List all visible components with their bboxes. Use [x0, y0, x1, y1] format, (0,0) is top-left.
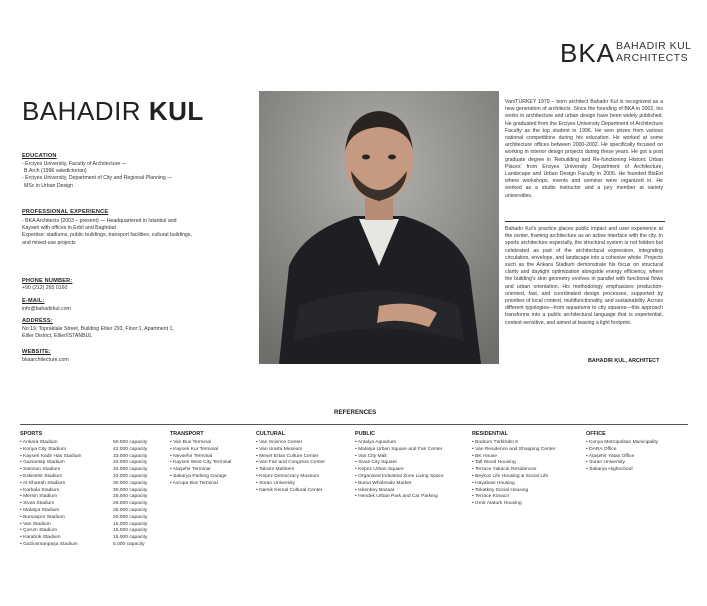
reference-item: • Kayseri West City Terminal — [170, 460, 232, 466]
reference-name: • Kayseri Kadir Has Stadium — [20, 453, 82, 459]
reference-item: • Ataşehir Yatas Office — [586, 453, 635, 459]
bio-text — [505, 99, 663, 200]
reference-capacity: 25.000 capacity — [113, 501, 148, 507]
reference-item: • BK House — [472, 453, 498, 459]
reference-name: • Mersin Stadium — [20, 494, 58, 500]
reference-capacity: 30.000 capacity — [113, 487, 148, 493]
reference-item: • Bursa Wholesale Market — [355, 480, 412, 486]
experience-line: Expertise: stadiums, public buildings, transport facilities, cultural buildings, — [22, 232, 192, 239]
sports-column — [20, 431, 148, 549]
reference-capacity: 20.000 capacity — [113, 514, 148, 520]
website-link[interactable]: bkaarchitecture.com — [22, 357, 69, 363]
office-list — [586, 440, 658, 474]
reference-capacity: 33.000 capacity — [113, 467, 148, 473]
email-address[interactable]: info@bahadirkul.com — [22, 306, 71, 312]
education-line: MSc in Urban Design — [24, 182, 74, 189]
reference-item: • Terrace Kövacıl — [472, 494, 509, 500]
sports-list — [20, 440, 148, 549]
education-text — [22, 161, 172, 190]
reference-item: • Van City Mall — [355, 453, 387, 459]
address-line-1: No:19, Topraktale Street, Building Etiler 293, Floor:1, Apartment 1, — [22, 326, 174, 332]
reference-item: • Malatya Urban Square and Fair Center — [355, 446, 443, 452]
bio-paragraph-1: Van/TURKEY 1979 – born architect Bahadır Kul is recognized as a new generation of architects. Since the founding of BKA in 2002, his works in architecture and urban design have been widely published. He graduated from the Erciyes University Department of Architecture Faculty as the top student in 1996. He won prizes from various national competitions during his education. He worked at some architecture offices between 2000-2002. He specifically focused on working in interior design projects during these years. He got a post graduate degree in 'Rebuilding and Re-functioning Historic Urban Places' from Erciyes University Department of Architecture, Landscape and Urban Design Faculty in 2006. He founded BisExt where workshops, events and seminar were organized in. He worked as a studio instructor and a jury member at variety universities. — [505, 99, 663, 199]
website-label: WEBSITE: — [22, 349, 51, 355]
reference-item: • Avrupa Bus Terminal — [170, 480, 218, 486]
reference-item: • Sakarya Highschool — [586, 467, 633, 473]
experience-line: - BKA Architects (2003 – present) — Headquartered in Istanbul and — [22, 218, 177, 224]
email-label: E-MAIL: — [22, 298, 45, 304]
reference-item: • Kepez Urban Square — [355, 467, 404, 473]
first-name: BAHADIR — [22, 96, 142, 126]
reference-item: • Tall Wood Housing — [472, 460, 516, 466]
reference-capacity: 30.000 capacity — [113, 480, 148, 486]
reference-item: • Soran University — [256, 480, 295, 486]
reference-name: • Malatya Stadium — [20, 507, 60, 513]
reference-name: • Samsun Stadium — [20, 467, 61, 473]
office-column — [586, 431, 658, 474]
reference-item: • Nevsehir Terminal — [170, 453, 213, 459]
address-text — [22, 326, 174, 340]
reference-item: • Antalya Aquarium — [355, 440, 397, 445]
experience-line: Kayseri with offices in Erbil and Baghdad — [22, 225, 116, 232]
reference-name: • Van Stadium — [20, 521, 51, 527]
reference-capacity: 15.000 capacity — [113, 535, 148, 541]
reference-item: • Namik Kemal Cultural Center — [256, 487, 323, 493]
address-line-2: Etiler District, Etiler/İSTANBUL — [22, 333, 93, 340]
sports-heading: SPORTS — [20, 431, 43, 437]
experience-line: and mixed-use projects — [22, 239, 76, 246]
reference-item: • Beykoz Life Housing & Social Life — [472, 473, 549, 479]
reference-item: • Izmir Ataturk Housing — [472, 501, 522, 507]
reference-capacity: 50.000 capacity — [113, 440, 148, 445]
reference-item — [20, 507, 148, 515]
reference-item: • Soran University — [586, 460, 625, 466]
reference-name: • Konya City Stadium — [20, 446, 67, 452]
address-label: ADDRESS: — [22, 318, 53, 324]
reference-capacity: 33.000 capacity — [113, 460, 148, 466]
residential-heading: RESIDENTIAL — [472, 431, 508, 437]
education-line: - Erciyes University, Faculty of Architecture — — [22, 161, 127, 167]
reference-name: • Eskisehir Stadium — [20, 473, 63, 479]
reference-capacity: 33.000 capacity — [113, 453, 148, 459]
reference-item — [20, 541, 145, 549]
cultural-heading: CULTURAL — [256, 431, 285, 437]
reference-name: • Karabük Stadium — [20, 535, 61, 541]
reference-item — [20, 467, 148, 474]
reference-item: • Kayseri Kur Terminal — [170, 446, 219, 452]
reference-item: • Hendek Urban Park and Car Parking — [355, 494, 438, 500]
public-list — [355, 440, 444, 501]
public-heading: PUBLIC — [355, 431, 376, 437]
reference-name: • Gaziosmanpaşa Stadium — [20, 541, 78, 547]
person-name — [22, 96, 204, 127]
reference-item — [20, 446, 148, 454]
reference-capacity: 33.000 capacity — [113, 473, 148, 479]
reference-item: • Van Fair and Congress Center — [256, 460, 326, 466]
phone-number[interactable]: +90 (212) 265 0160 — [22, 285, 68, 291]
references-heading: REFERENCES — [334, 409, 377, 416]
reference-capacity: 42.000 capacity — [113, 446, 148, 452]
reference-item: • Ataşehir Terminal — [170, 467, 211, 473]
reference-name: • Bursaspor Stadium — [20, 514, 65, 520]
transport-column — [170, 431, 231, 488]
bio-paragraph-2: Bahadır Kul's practice places public impact and user experience at the center, framing architecture as an active interface with the city. In sports architecture especially, the structural system is not hidden but celebrated as part of the architectural expression, integrating circulation, envelope, and landscape into a cohesive whole. Projects such as the Ankara Stadium demonstrate his focus on structural clarity and daylight optimization alongside energy efficiency, where the building's skin geometry evolves in parallel with functional flows and urban orientation. His methodology emphasizes production-oriented, fast, and coordinated design processes, supported by priorities of local context, multifunctionality, and sustainability. Across different typologies—from aquariums to city squares—this approach transforms into a public architectural language that is experiential, context-sensitive, and aimed at leaving a light footprint. — [505, 226, 663, 326]
public-column — [355, 431, 444, 501]
reference-name: • Karbala Stadium — [20, 487, 60, 493]
logo-line-2: ARCHITECTS — [616, 52, 689, 64]
reference-capacity: 25.000 capacity — [113, 494, 148, 500]
reference-item: • Van Bus Terminal — [170, 440, 211, 445]
office-heading: OFFICE — [586, 431, 606, 437]
education-heading: EDUCATION — [22, 153, 57, 159]
reference-item: • Hayabasi Housing — [472, 480, 515, 486]
reference-item: • Organized Industrial Zone Living Space — [355, 473, 444, 479]
reference-name: • Sivas Stadium — [20, 501, 55, 507]
education-line: B.Arch (1996 valedictorian) — [24, 168, 87, 175]
reference-item: • Kepez Democracy Museum — [256, 473, 320, 479]
phone-label: PHONE NUMBER: — [22, 278, 73, 284]
experience-heading: PROFESSIONAL EXPERIENCE — [22, 209, 109, 215]
reference-item: • DARA Office — [586, 446, 617, 452]
last-name: KUL — [148, 96, 204, 126]
reference-item: • Tokatköy Social Housing — [472, 487, 529, 493]
reference-item — [20, 514, 148, 522]
reference-item: • Meset Ertas Culture Center — [256, 453, 319, 459]
reference-capacity: 15.000 capacity — [113, 528, 148, 534]
transport-list — [170, 440, 231, 488]
residential-column — [472, 431, 555, 508]
reference-item: • Taksim Mahkem — [256, 467, 295, 473]
education-line: - Erciyes University, Department of City and Regional Planning — — [22, 175, 173, 182]
reference-item — [20, 535, 148, 542]
reference-item: • Bodrum Türkbükü 6 — [472, 440, 518, 445]
bio-text-2 — [505, 226, 663, 327]
reference-item: • Konya Metropolitan Municipality — [586, 440, 659, 445]
reference-name: • Al-Shatrah Stadium — [20, 480, 66, 486]
residential-list — [472, 440, 555, 508]
reference-name: • Gaziantep Stadium — [20, 460, 65, 466]
reference-item: • Van Science Center — [256, 440, 303, 445]
experience-text — [22, 218, 192, 247]
reference-item — [20, 473, 148, 481]
reference-capacity: 25.000 capacity — [113, 507, 148, 513]
cultural-list — [256, 440, 325, 494]
reference-name: • Çorum Stadium — [20, 528, 58, 534]
logo-line-1: BAHADIR KUL — [616, 40, 692, 52]
logo-mark: BKA — [560, 38, 616, 68]
reference-capacity: 15.000 capacity — [113, 521, 148, 527]
reference-item: • Sakarya Parking Garage — [170, 473, 227, 479]
reference-item: • Van Residence and Shopping Center — [472, 446, 556, 452]
portrait-photo — [259, 91, 499, 364]
reference-item — [20, 440, 148, 447]
reference-item — [20, 480, 148, 488]
signature: BAHADIR KUL, ARCHITECT — [588, 358, 660, 364]
cultural-column — [256, 431, 325, 494]
reference-item: • Iskenbey Bazaar — [355, 487, 395, 493]
references-divider — [20, 424, 688, 425]
transport-heading: TRANSPORT — [170, 431, 204, 437]
reference-item: • Van Urartu Museum — [256, 446, 303, 452]
reference-item: • Terrace Yakacık Residences — [472, 467, 537, 473]
logo-text — [616, 40, 692, 64]
reference-item: • Sivas City Square — [355, 460, 397, 466]
reference-capacity: 5.000 capacity — [113, 541, 145, 547]
reference-name: • Ankara Stadium — [20, 440, 58, 445]
portrait-illustration — [259, 91, 499, 364]
bio-divider — [505, 221, 665, 222]
reference-item — [20, 501, 148, 508]
